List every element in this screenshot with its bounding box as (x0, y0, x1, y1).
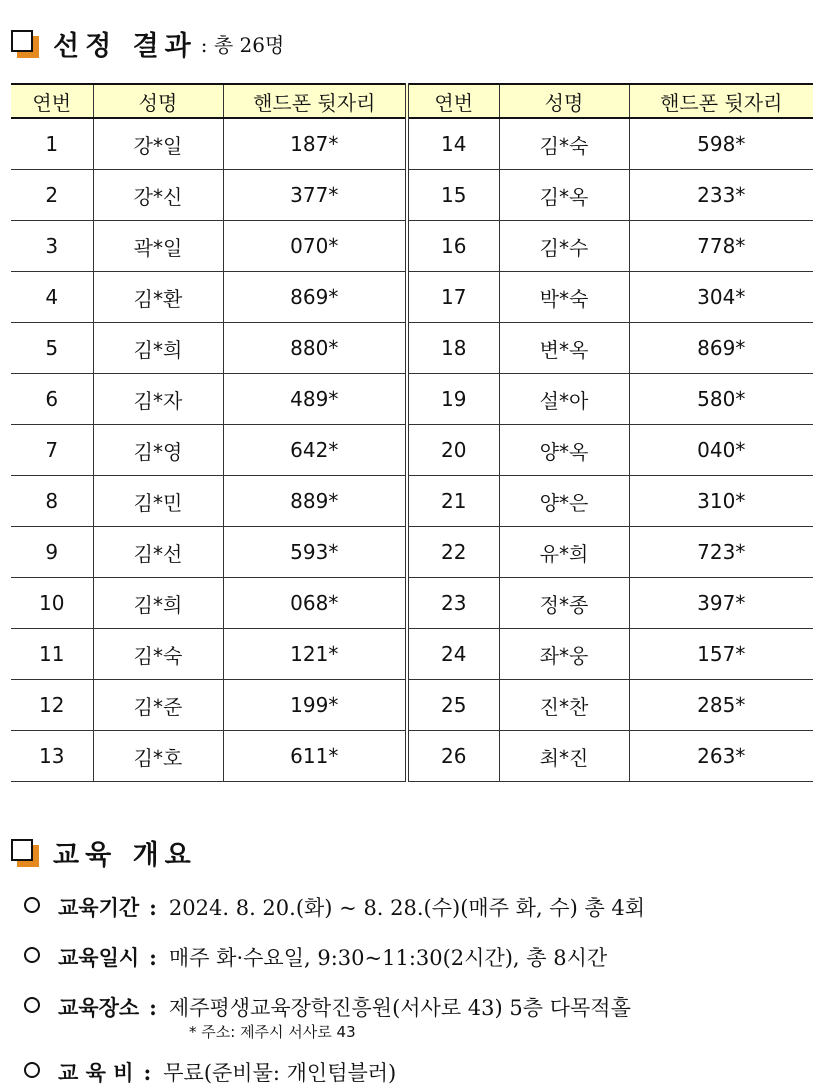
cell-name: 김*자 (93, 374, 223, 425)
cell-name: 김*영 (93, 425, 223, 476)
header-number: 연번 (407, 84, 499, 118)
cell-number: 3 (11, 221, 93, 272)
cell-name: 박*숙 (499, 272, 629, 323)
cell-name: 좌*웅 (499, 629, 629, 680)
table-row (11, 221, 813, 272)
cell-phone: 723* (629, 527, 813, 578)
colon: : (149, 945, 157, 970)
overview-value: 무료(준비물: 개인텀블러) (163, 1061, 397, 1085)
cell-number: 12 (11, 680, 93, 731)
cell-name: 양*옥 (499, 425, 629, 476)
cell-name: 설*아 (499, 374, 629, 425)
colon: : (149, 895, 157, 920)
cell-phone: 593* (223, 527, 407, 578)
cell-phone: 889* (223, 476, 407, 527)
cell-name: 강*일 (93, 118, 223, 170)
section-subtitle: : 총 26명 (200, 33, 285, 57)
cell-name: 곽*일 (93, 221, 223, 272)
table-header-row (11, 84, 813, 118)
cell-phone: 778* (629, 221, 813, 272)
selection-result-table (11, 83, 813, 782)
cell-name: 진*찬 (499, 680, 629, 731)
circle-bullet-icon (24, 1062, 40, 1078)
cell-number: 20 (407, 425, 499, 476)
cell-phone: 598* (629, 118, 813, 170)
cell-phone: 611* (223, 731, 407, 782)
cell-name: 김*옥 (499, 170, 629, 221)
header-name: 성명 (93, 84, 223, 118)
circle-bullet-icon (24, 947, 40, 963)
cell-number: 15 (407, 170, 499, 221)
cell-name: 김*환 (93, 272, 223, 323)
table-row (11, 272, 813, 323)
cell-number: 1 (11, 118, 93, 170)
cell-number: 25 (407, 680, 499, 731)
cell-number: 14 (407, 118, 499, 170)
cell-phone: 233* (629, 170, 813, 221)
location-note: * 주소: 제주시 서사로 43 (189, 1023, 356, 1041)
cell-phone: 199* (223, 680, 407, 731)
colon: : (143, 1060, 152, 1085)
section-title: 교육 개요 (53, 840, 197, 871)
cell-phone: 121* (223, 629, 407, 680)
cell-number: 18 (407, 323, 499, 374)
table-row (11, 374, 813, 425)
cell-name: 양*은 (499, 476, 629, 527)
header-phone: 핸드폰 뒷자리 (223, 84, 407, 118)
cell-phone: 263* (629, 731, 813, 782)
cell-number: 22 (407, 527, 499, 578)
overview-value: 2024. 8. 20.(화) ~ 8. 28.(수)(매주 화, 수) 총 4회 (168, 896, 646, 920)
cell-phone: 040* (629, 425, 813, 476)
table-row (11, 731, 813, 782)
cell-number: 16 (407, 221, 499, 272)
overview-label: 교육일시 (58, 945, 140, 970)
overview-label: 교육장소 (58, 995, 140, 1020)
cell-phone: 869* (223, 272, 407, 323)
cell-number: 6 (11, 374, 93, 425)
table-row (11, 170, 813, 221)
cell-phone: 304* (629, 272, 813, 323)
cell-number: 24 (407, 629, 499, 680)
header-name: 성명 (499, 84, 629, 118)
cell-phone: 310* (629, 476, 813, 527)
cell-name: 김*숙 (93, 629, 223, 680)
cell-name: 김*희 (93, 323, 223, 374)
cell-number: 8 (11, 476, 93, 527)
cell-number: 11 (11, 629, 93, 680)
cell-name: 변*옥 (499, 323, 629, 374)
table-row (11, 527, 813, 578)
overview-label: 교 육 비 (58, 1060, 134, 1085)
overview-value: 매주 화·수요일, 9:30~11:30(2시간), 총 8시간 (168, 946, 608, 970)
cell-name: 김*희 (93, 578, 223, 629)
cell-number: 13 (11, 731, 93, 782)
cell-phone: 377* (223, 170, 407, 221)
table-row (11, 476, 813, 527)
cell-number: 9 (11, 527, 93, 578)
table-row (11, 680, 813, 731)
cell-name: 최*진 (499, 731, 629, 782)
table-row (11, 425, 813, 476)
square-bullet-icon (11, 839, 41, 867)
cell-name: 정*종 (499, 578, 629, 629)
cell-name: 유*희 (499, 527, 629, 578)
cell-number: 23 (407, 578, 499, 629)
circle-bullet-icon (24, 897, 40, 913)
cell-number: 7 (11, 425, 93, 476)
overview-label: 교육기간 (58, 895, 140, 920)
cell-number: 19 (407, 374, 499, 425)
cell-number: 26 (407, 731, 499, 782)
cell-number: 21 (407, 476, 499, 527)
overview-item-period (24, 892, 645, 922)
cell-phone: 187* (223, 118, 407, 170)
colon: : (149, 995, 157, 1020)
circle-bullet-icon (24, 997, 40, 1013)
section-header-education-overview (11, 833, 197, 872)
section-header-selection-result (11, 24, 284, 63)
cell-phone: 397* (629, 578, 813, 629)
cell-phone: 068* (223, 578, 407, 629)
cell-number: 4 (11, 272, 93, 323)
cell-number: 10 (11, 578, 93, 629)
cell-phone: 157* (629, 629, 813, 680)
section-title: 선정 결과 (53, 31, 197, 62)
cell-phone: 070* (223, 221, 407, 272)
cell-name: 김*민 (93, 476, 223, 527)
overview-item-schedule (24, 942, 607, 972)
cell-name: 김*선 (93, 527, 223, 578)
cell-name: 김*호 (93, 731, 223, 782)
cell-name: 강*신 (93, 170, 223, 221)
cell-phone: 642* (223, 425, 407, 476)
cell-name: 김*숙 (499, 118, 629, 170)
table-row (11, 323, 813, 374)
overview-value: 제주평생교육장학진흥원(서사로 43) 5층 다목적홀 (168, 996, 631, 1020)
cell-phone: 869* (629, 323, 813, 374)
header-number: 연번 (11, 84, 93, 118)
cell-phone: 880* (223, 323, 407, 374)
square-bullet-icon (11, 30, 41, 58)
cell-phone: 285* (629, 680, 813, 731)
cell-name: 김*준 (93, 680, 223, 731)
header-phone: 핸드폰 뒷자리 (629, 84, 813, 118)
cell-number: 2 (11, 170, 93, 221)
cell-phone: 580* (629, 374, 813, 425)
cell-number: 17 (407, 272, 499, 323)
table-row (11, 629, 813, 680)
cell-number: 5 (11, 323, 93, 374)
cell-phone: 489* (223, 374, 407, 425)
table-row (11, 578, 813, 629)
overview-item-location (24, 992, 631, 1022)
overview-item-fee (24, 1057, 396, 1087)
cell-name: 김*수 (499, 221, 629, 272)
table-row (11, 118, 813, 170)
